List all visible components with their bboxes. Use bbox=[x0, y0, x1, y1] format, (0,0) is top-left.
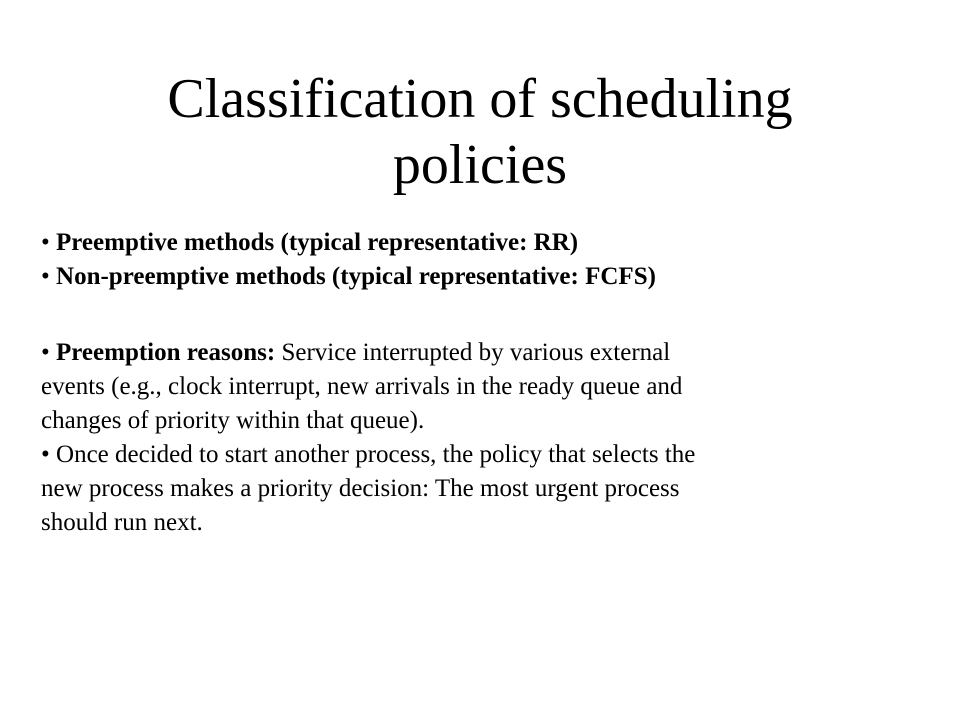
bullet-text: Once decided to start another process, the policy that selects the bbox=[56, 441, 696, 468]
bullet-label: Preemption reasons: bbox=[56, 339, 276, 366]
bullet-marker: • bbox=[41, 441, 50, 468]
bullet-line bbox=[41, 438, 921, 472]
slide-title-line-1: Classification of scheduling bbox=[167, 68, 793, 130]
bullet-text: Preemptive methods (typical representative: RR) bbox=[56, 229, 579, 256]
bullet-marker: • bbox=[41, 263, 50, 290]
slide-body bbox=[41, 226, 921, 540]
bullet-line: events (e.g., clock interrupt, new arrivals in the ready queue and bbox=[41, 373, 683, 400]
bullet-text: Service interrupted by various external bbox=[281, 339, 671, 366]
slide-title bbox=[100, 66, 860, 198]
bullet-line bbox=[41, 336, 921, 370]
bullet-non-preemptive-methods bbox=[41, 260, 921, 294]
bullet-text: Non-preemptive methods (typical representative: FCFS) bbox=[56, 263, 656, 290]
bullet-line: changes of priority within that queue). bbox=[41, 407, 425, 434]
slide-title-line-2: policies bbox=[392, 134, 568, 196]
bullet-preemptive-methods bbox=[41, 226, 921, 260]
bullet-process-selection bbox=[41, 438, 921, 540]
bullet-marker: • bbox=[41, 339, 50, 366]
bullet-line: new process makes a priority decision: The most urgent process bbox=[41, 475, 680, 502]
bullet-preemption-reasons bbox=[41, 336, 921, 438]
spacer bbox=[41, 294, 921, 336]
bullet-marker: • bbox=[41, 229, 50, 256]
bullet-line: should run next. bbox=[41, 509, 203, 536]
